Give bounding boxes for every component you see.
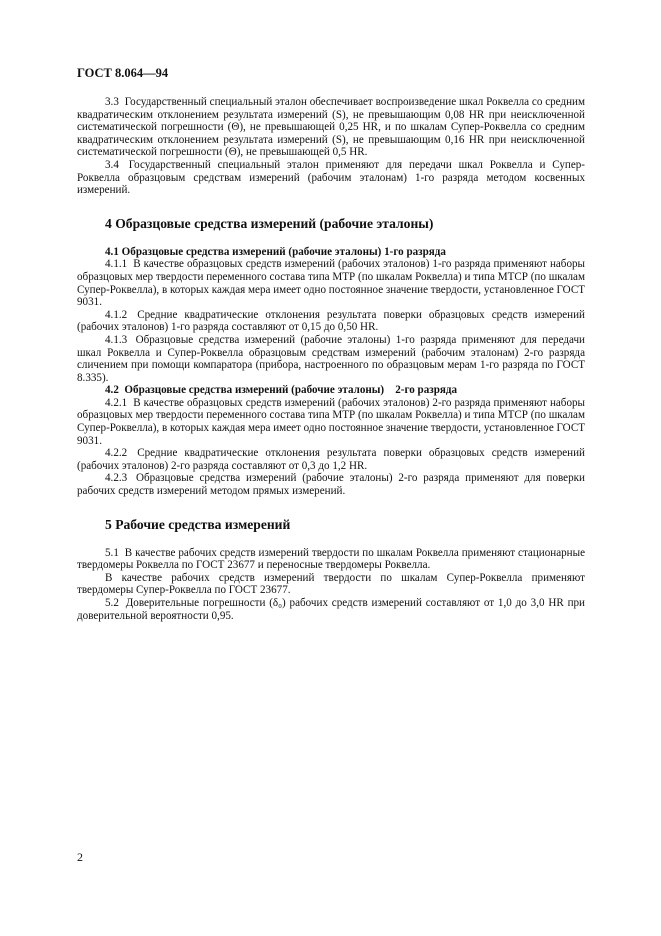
paragraph-4-1-1: [77, 258, 585, 308]
document-code-header: ГОСТ 8.064—94: [77, 66, 169, 80]
paragraph-3-3: [77, 96, 585, 159]
paragraph-5-1-continued: [77, 572, 585, 597]
section-5-heading: 5 Рабочие средства измерений: [105, 516, 291, 532]
paragraph-4-2-1: [77, 397, 585, 447]
paragraph-text: Образцовые средства измерений (рабочие эталоны) 2-го разряда применяют для поверки рабочих средств измерений методом прямых измерений.: [77, 472, 585, 498]
subsection-4-2-heading: 4.2 Образцовые средства измерений (рабочие эталоны) 2-го разряда: [105, 384, 458, 397]
paragraph-label: 4.1.2: [105, 308, 128, 321]
paragraph-text: Образцовые средства измерений (рабочие эталоны) 1-го разряда применяют для передачи шкал Роквелла и Супер-Роквелла образцовым средствам измерений (рабочим эталонам) 2-го разряда сличением при помощи компаратора (прибора, настроенного по образцовым мерам 1-го разряда по ГОСТ 8.335).: [77, 333, 585, 384]
paragraph-text: Государственный специальный эталон обеспечивает воспроизведение шкал Роквелла со средним квадратическим отклонением результата измерений (S), не превышающим 0,08 HR при неисключенной систематической погрешности (Θ), не превышающей 0,25 HR, и по шкалам Супер-Роквелла со средним квадратическим отклонением результата измерений (S), не превышающим 0,16 HR при неисключенной систематической погрешности (Θ), не превышающей 0,5 HR.: [77, 96, 585, 159]
paragraph-label: 4.1.1: [105, 258, 128, 271]
document-body: [77, 96, 585, 622]
paragraph-label: 4.2.3: [105, 472, 128, 485]
paragraph-label: 3.3: [105, 96, 119, 108]
paragraph-text: Государственный специальный эталон применяют для передачи шкал Роквелла и Супер-Роквелла образцовым средствам измерений (рабочим эталонам) 1-го разряда методом косвенных измерений.: [77, 158, 585, 197]
paragraph-3-4: [77, 159, 585, 197]
paragraph-text: В качестве образцовых средств измерений (рабочих эталонов) 2-го разряда применяют наборы образцовых мер твердости переменного состава типа МТР (по шкалам Роквелла) и типа МТСР (по шкалам Супер-Роквелла), в которых каждая мера имеет одно постоянное значение твердости, установленное ГОСТ 9031.: [77, 396, 585, 447]
paragraph-label: 4.2.2: [105, 447, 128, 460]
paragraph-4-2-2: [77, 447, 585, 472]
paragraph-text: В качестве рабочих средств измерений твердости по шкалам Супер-Роквелла применяют твердомеры Супер-Роквелла по ГОСТ 23677.: [77, 571, 585, 597]
paragraph-text: В качестве рабочих средств измерений твердости по шкалам Роквелла применяют стационарные твердомеры Роквелла по ГОСТ 23677 и переносные твердомеры Роквелла.: [77, 546, 585, 572]
paragraph-text: Доверительные погрешности (δ₀) рабочих средств измерений составляют от 1,0 до 3,0 HR при доверительной вероятности 0,95.: [77, 597, 585, 622]
paragraph-4-1-2: [77, 309, 585, 334]
paragraph-text: Средние квадратические отклонения результата поверки образцовых средств измерений (рабочих эталонов) 2-го разряда составляют от 0,3 до 1,2 HR.: [77, 447, 585, 472]
paragraph-4-2-3: [77, 472, 585, 497]
paragraph-label: 4.2.1: [105, 396, 128, 409]
page-number: 2: [77, 850, 83, 864]
section-4-heading: 4 Образцовые средства измерений (рабочие эталоны): [105, 215, 434, 231]
paragraph-5-2: [77, 597, 585, 622]
paragraph-4-1-3: [77, 334, 585, 384]
paragraph-label: 4.1.3: [105, 333, 128, 346]
paragraph-label: 3.4: [105, 158, 119, 171]
paragraph-label: 5.2: [105, 597, 119, 609]
paragraph-text: Средние квадратические отклонения результата поверки образцовых средств измерений (рабочих эталонов) 1-го разряда составляют от 0,15 до 0,50 HR.: [77, 308, 585, 334]
subsection-4-1-heading: 4.1 Образцовые средства измерений (рабочие эталоны) 1-го разряда: [105, 245, 446, 258]
paragraph-label: 5.1: [105, 546, 119, 559]
paragraph-5-1: [77, 547, 585, 572]
paragraph-text: В качестве образцовых средств измерений (рабочих эталонов) 1-го разряда применяют наборы образцовых мер твердости переменного состава типа МТР (по шкалам Роквелла) и типа МТСР (по шкалам Супер-Роквелла), в которых каждая мера имеет одно постоянное значение твердости, установленное ГОСТ 9031.: [77, 258, 585, 309]
